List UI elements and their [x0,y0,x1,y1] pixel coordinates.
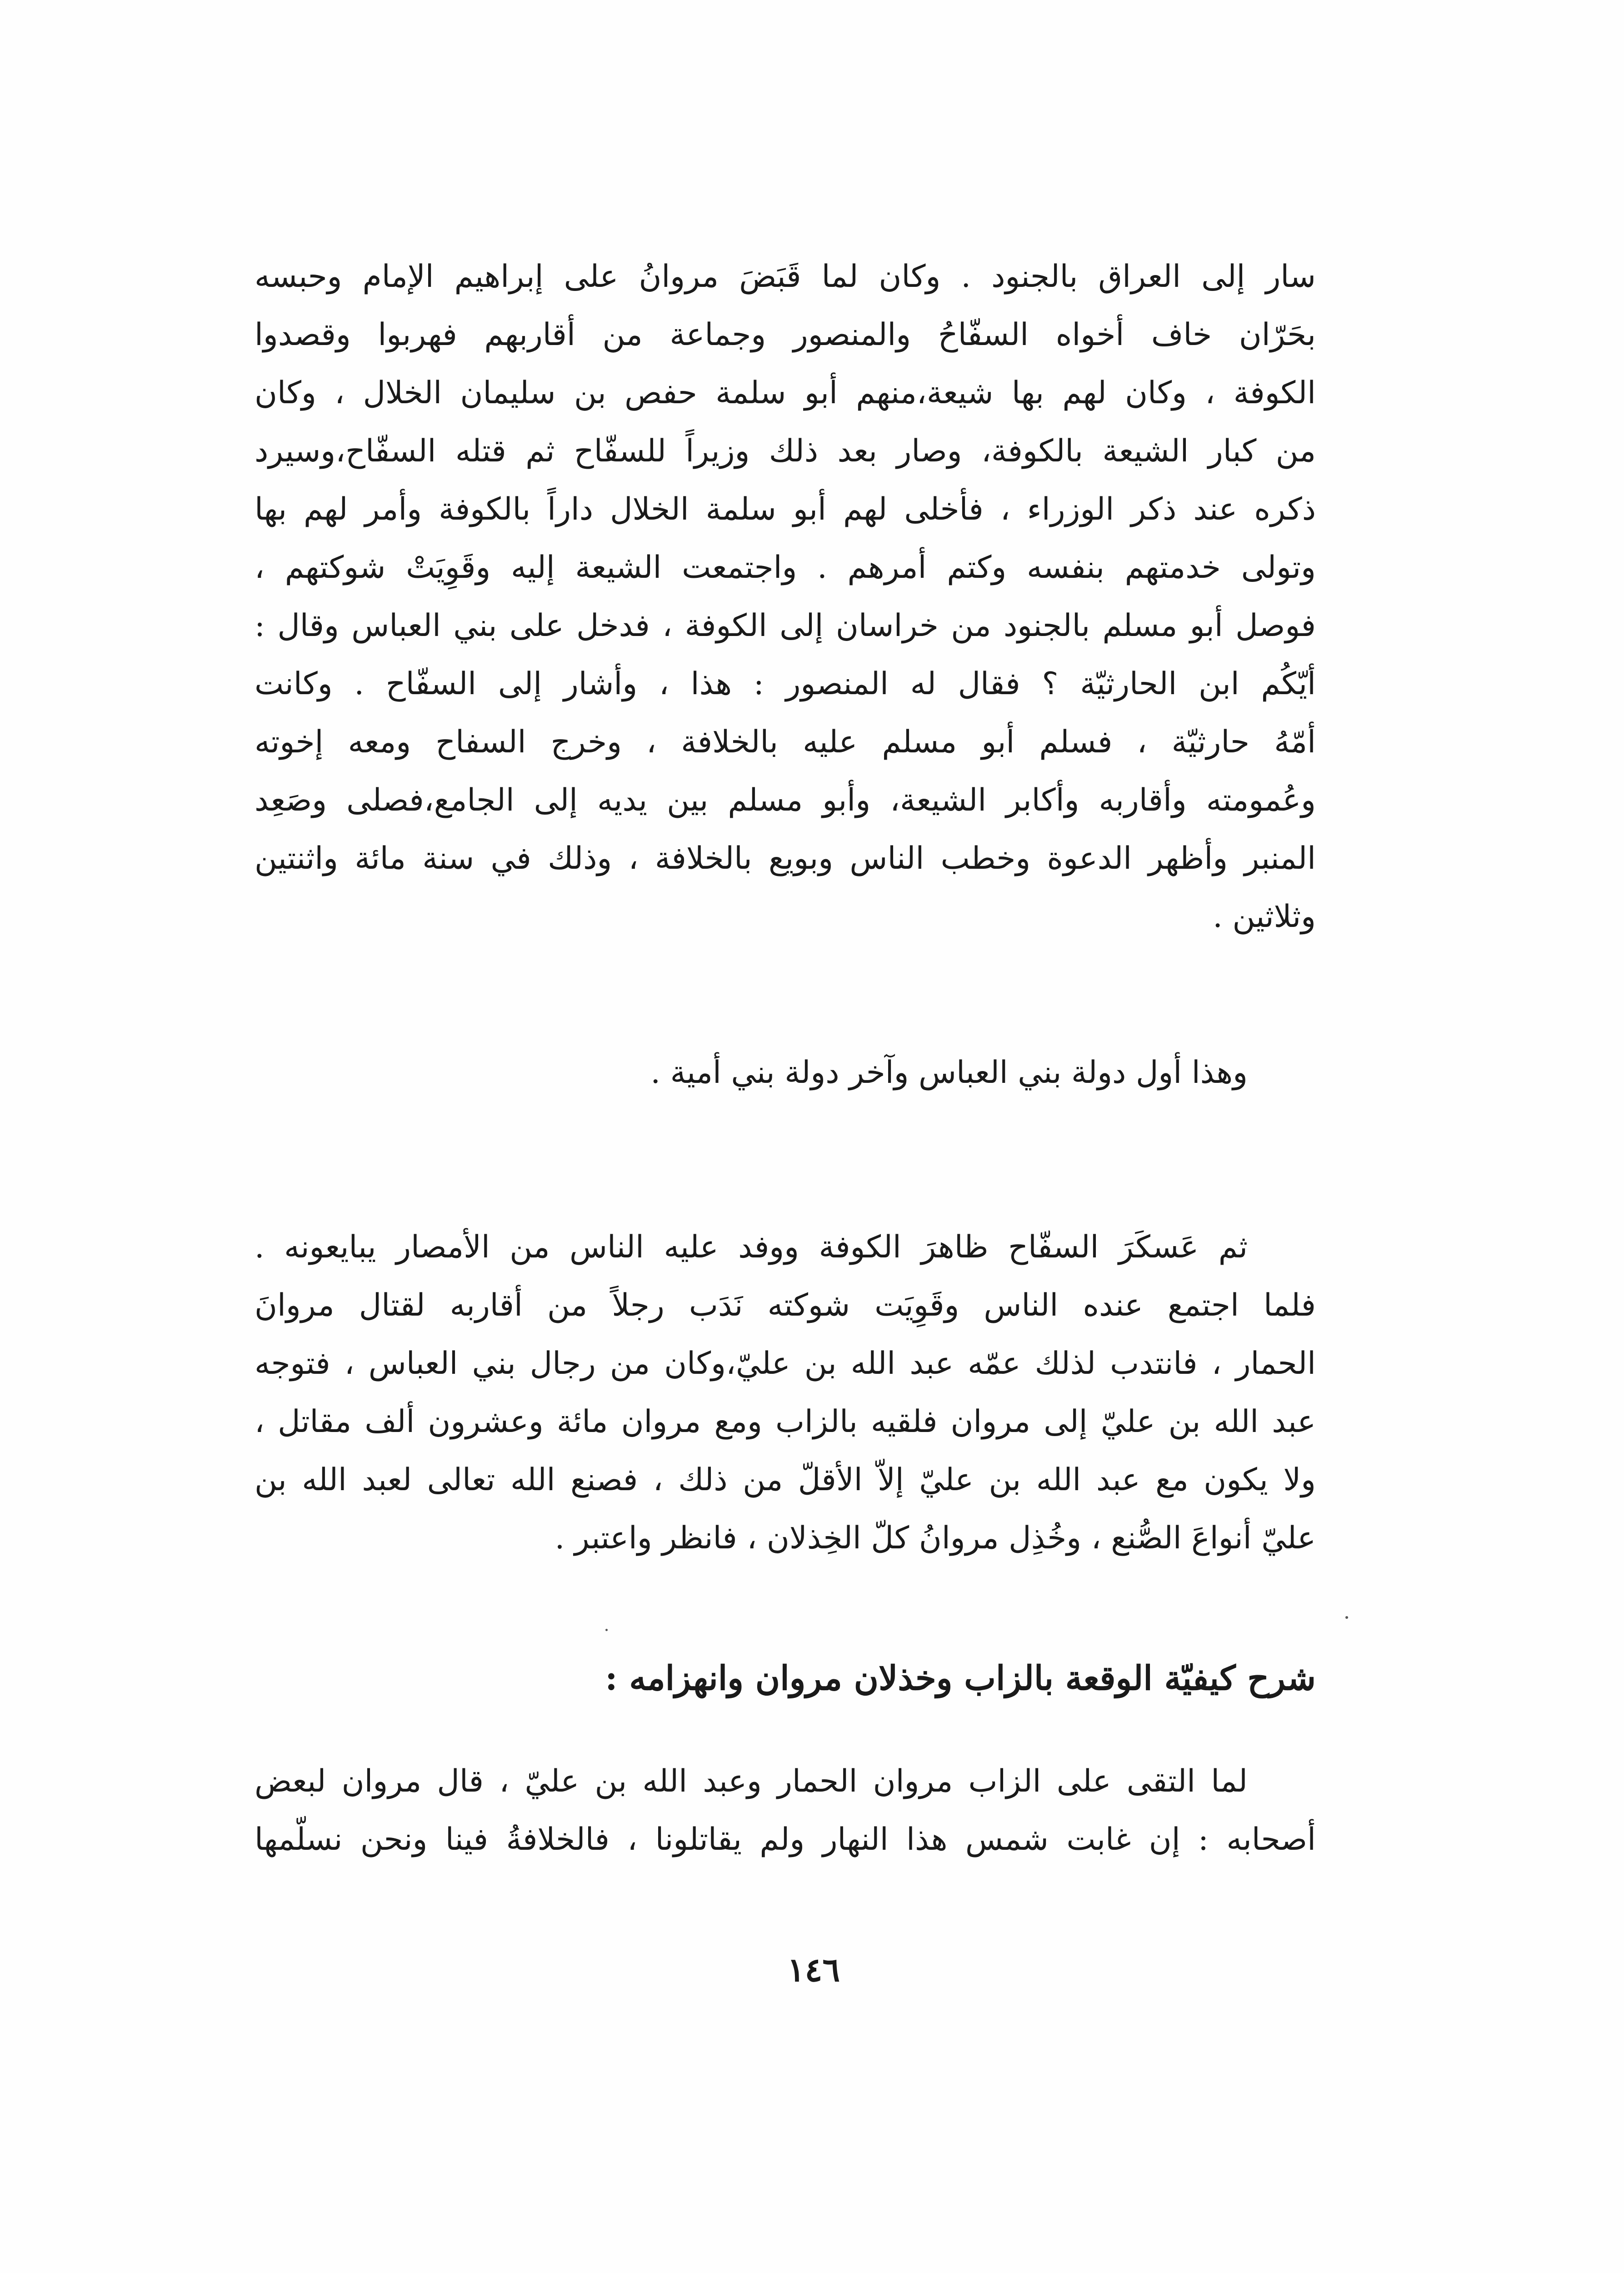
text-line: ثم عَسكَرَ السفّاح ظاهرَ الكوفة ووفد عليه الناس من الأمصار يبايعونه . [255,1229,1248,1265]
page-number: ١٤٦ [787,1950,840,1989]
section-heading: شرح كيفيّة الوقعة بالزاب وخذلان مروان وانهزامه : [605,1659,1316,1698]
text-line: أصحابه : إن غابت شمس هذا النهار ولم يقاتلونا ، فالخلافةُ فينا ونحن نسلّمها [255,1822,1316,1857]
paragraph-4 [255,1752,1316,1869]
text-line: عليّ أنواعَ الصُّنع ، وخُذِل مروانُ كلّ الخِذلان ، فانظر واعتبر . [555,1520,1316,1556]
text-line: وهذا أول دولة بني العباس وآخر دولة بني أمية . [650,1055,1248,1091]
text-line: بحَرّان خاف أخواه السفّاحُ والمنصور وجماعة من أقاربهم فهربوا وقصدوا [255,317,1316,353]
paragraph-1 [255,248,1316,946]
ink-speck [605,1629,608,1631]
text-line: أيّكُم ابن الحارثيّة ؟ فقال له المنصور : هذا ، وأشار إلى السفّاح . وكانت [255,666,1316,702]
text-line: ذكره عند ذكر الوزراء ، فأخلى لهم أبو سلمة الخلال داراً بالكوفة وأمر لهم بها [255,491,1316,527]
text-line: وعُمومته وأقاربه وأكابر الشيعة، وأبو مسلم بين يديه إلى الجامع،فصلى وصَعِد [255,782,1316,818]
paragraph-2 [255,1044,1316,1102]
text-line: سار إلى العراق بالجنود . وكان لما قَبَضَ مروانُ على إبراهيم الإمام وحبسه [255,259,1316,295]
text-line: ولا يكون مع عبد الله بن عليّ إلاّ الأقلّ من ذلك ، فصنع الله تعالى لعبد الله بن [255,1462,1316,1498]
text-line: وثلاثين . [1213,899,1316,935]
text-line: فوصل أبو مسلم بالجنود من خراسان إلى الكوفة ، فدخل على بني العباس وقال : [255,608,1316,644]
text-line: وتولى خدمتهم بنفسه وكتم أمرهم . واجتمعت الشيعة إليه وقَوِيَتْ شوكتهم ، [255,550,1316,586]
text-line: لما التقى على الزاب مروان الحمار وعبد الله بن عليّ ، قال مروان لبعض [255,1763,1248,1799]
text-line: أمّهُ حارثيّة ، فسلم أبو مسلم عليه بالخلافة ، وخرج السفاح ومعه إخوته [255,724,1316,760]
text-line: الحمار ، فانتدب لذلك عمّه عبد الله بن عليّ،وكان من رجال بني العباس ، فتوجه [255,1346,1316,1382]
text-line: عبد الله بن عليّ إلى مروان فلقيه بالزاب ومع مروان مائة وعشرون ألف مقاتل ، [255,1404,1316,1440]
text-line: فلما اجتمع عنده الناس وقَوِيَت شوكته نَدَب رجلاً من أقاربه لقتال مروانَ [255,1287,1316,1323]
text-line: الكوفة ، وكان لهم بها شيعة،منهم أبو سلمة حفص بن سليمان الخلال ، وكان [255,375,1316,411]
paragraph-3 [255,1218,1316,1567]
text-line: المنبر وأظهر الدعوة وخطب الناس وبويع بالخلافة ، وذلك في سنة مائة واثنتين [255,841,1316,876]
ink-speck [1345,1616,1348,1619]
text-line: من كبار الشيعة بالكوفة، وصار بعد ذلك وزيراً للسفّاح ثم قتله السفّاح،وسيرد [255,433,1316,469]
